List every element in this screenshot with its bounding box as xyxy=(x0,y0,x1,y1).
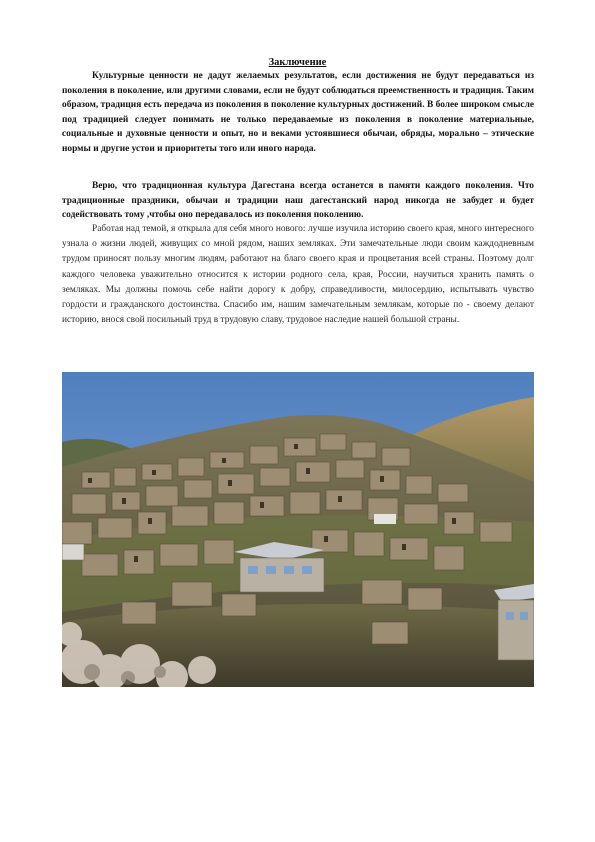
village-illustration xyxy=(62,372,534,687)
paragraph-3: Работая над темой, я открыла для себя много нового: лучше изучила историю своего края, много интересного узнала о жизни людей, живущих со мной рядом, наших земляках. Эти замечательные люди своим каждодневным трудом приносят пользу многим людям, работают на благо своего края и процветания всей страны. Поэтому долг каждого человека уважительно относится к истории родного села, края, России, научиться хранить память о земляках. Мы должны помочь себе найти дорогу к добру, справедливости, милосердию, испытывать чувство гордости и гражданского достоинства. Спасибо им, нашим замечательным землякам, которые по - своему делают историю, внося свой посильный труд в трудовую славу, трудовое наследие нашей большой страны. xyxy=(62,224,534,326)
paragraph-1: Культурные ценности не дадут желаемых результатов, если достижения не будут передаваться из поколения в поколение, или другими словами, если не будут соблюдаться преемственность и традиция. Таким образом, традиция есть передача из поколения в поколение культурных достижений. В более широком смысле под традицией следует понимать не только передаваемые из поколения в поколение материальные, социальные и духовные ценности и опыт, но и веками устоявшиеся обычаи, обряды, морально – этические нормы и другие устои и приоритеты того или иного народа. xyxy=(62,71,534,154)
page-title: Заключение xyxy=(268,57,327,68)
modern-house-right xyxy=(494,584,534,660)
paragraph-2: Верю, что традиционная культура Дагестана всегда останется в памяти каждого поколения. Что традиционные праздники, обычаи и традиции наш дагестанский народ никогда не забудет и будет содействовать тому ,чтобы оно передавалось из поколения поколению. xyxy=(62,181,534,221)
mountain-village-photo xyxy=(62,372,534,687)
modern-house-center xyxy=(234,542,324,592)
